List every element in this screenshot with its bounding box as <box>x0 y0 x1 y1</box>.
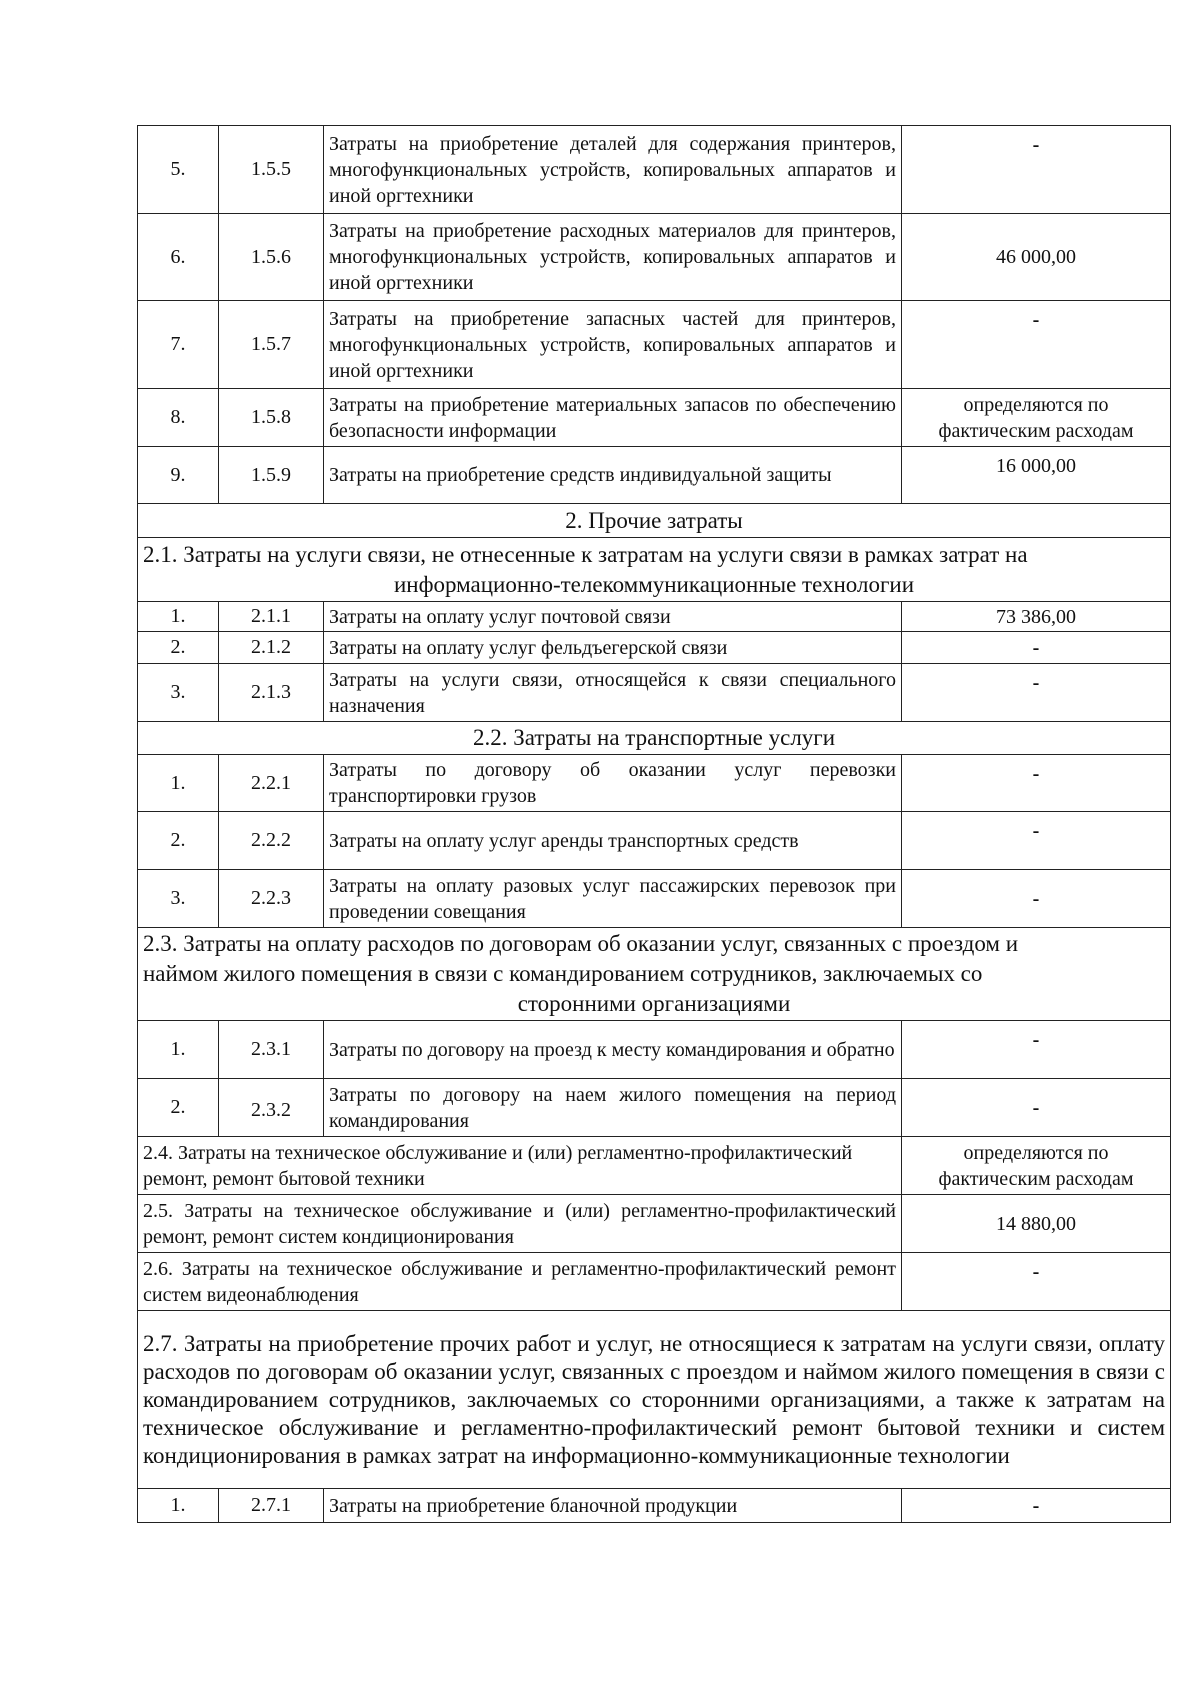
row-description: Затраты на оплату разовых услуг пассажирских перевозок при проведении совещания <box>324 870 902 928</box>
row-code: 1.5.7 <box>219 301 324 389</box>
subsection-header-row <box>138 722 1171 755</box>
row-number: 7. <box>138 301 219 389</box>
row-description: Затраты на оплату услуг фельдъегерской связи <box>324 632 902 664</box>
row-description: Затраты на приобретение запасных частей для принтеров, многофункциональных устройств, копировальных аппаратов и иной оргтехники <box>324 301 902 389</box>
row-description: Затраты на услуги связи, относящейся к связи специального назначения <box>324 664 902 722</box>
row-value: определяются по фактическим расходам <box>902 1137 1171 1195</box>
subsection-line: 2.3. Затраты на оплату расходов по договорам об оказании услуг, связанных с проездом и <box>143 931 1018 956</box>
table-row <box>138 664 1171 722</box>
table-row <box>138 214 1171 301</box>
row-code: 2.7.1 <box>219 1489 324 1523</box>
row-value: 46 000,00 <box>902 214 1171 301</box>
row-value: - <box>902 1079 1171 1137</box>
table-row <box>138 301 1171 389</box>
row-description: Затраты на оплату услуг аренды транспортных средств <box>324 812 902 870</box>
row-value: - <box>902 755 1171 812</box>
subsection-line: наймом жилого помещения в связи с командированием сотрудников, заключаемых со <box>143 961 983 986</box>
row-code: 1.5.8 <box>219 389 324 447</box>
subsection-header-row <box>138 928 1171 1021</box>
row-number: 2. <box>138 632 219 664</box>
row-value: - <box>902 632 1171 664</box>
row-description: Затраты на приобретение материальных запасов по обеспечению безопасности информации <box>324 389 902 447</box>
row-number: 3. <box>138 870 219 928</box>
table-row <box>138 870 1171 928</box>
row-value: - <box>902 1021 1171 1079</box>
row-value: - <box>902 664 1171 722</box>
row-code: 2.3.2 <box>219 1079 324 1137</box>
table-row <box>138 126 1171 214</box>
subsection-2-7-title: 2.7. Затраты на приобретение прочих работ и услуг, не относящиеся к затратам на услуги связи, оплату расходов по договорам об оказании услуг, связанных с проездом и наймом жилого помещения в связи с командированием сотрудников, заключаемых со сторонними организациями, а также к затратам на техническое обслуживание и регламентно-профилактический ремонт бытовой техники и систем кондиционирования в рамках затрат на информационно-коммуникационные технологии <box>138 1311 1171 1489</box>
subsection-2-5-text: 2.5. Затраты на техническое обслуживание и (или) регламентно-профилактический ремонт, ремонт систем кондиционирования <box>138 1195 902 1253</box>
row-description: Затраты по договору об оказании услуг перевозки транспортировки грузов <box>324 755 902 812</box>
subsection-header-row <box>138 1311 1171 1489</box>
subsection-2-3-title <box>138 928 1171 1021</box>
row-code: 2.1.2 <box>219 632 324 664</box>
cost-table <box>137 125 1171 1523</box>
row-number: 8. <box>138 389 219 447</box>
row-number: 2. <box>138 1079 219 1137</box>
subsection-line: 2.1. Затраты на услуги связи, не отнесенные к затратам на услуги связи в рамках затрат на <box>143 541 1028 567</box>
subsection-2-1-title <box>138 538 1171 602</box>
row-value: 16 000,00 <box>902 447 1171 504</box>
row-number: 1. <box>138 1489 219 1523</box>
row-number: 3. <box>138 664 219 722</box>
section-title: 2. Прочие затраты <box>138 504 1171 538</box>
table-row <box>138 632 1171 664</box>
row-code: 1.5.9 <box>219 447 324 504</box>
table-row <box>138 389 1171 447</box>
table-row <box>138 1021 1171 1079</box>
row-number: 1. <box>138 755 219 812</box>
row-value: - <box>902 126 1171 214</box>
row-code: 2.1.1 <box>219 602 324 632</box>
row-value: определяются по фактическим расходам <box>902 389 1171 447</box>
row-description: Затраты на приобретение расходных материалов для принтеров, многофункциональных устройств, копировальных аппаратов и иной оргтехники <box>324 214 902 301</box>
row-value: 14 880,00 <box>902 1195 1171 1253</box>
row-value: - <box>902 1489 1171 1523</box>
table-row <box>138 755 1171 812</box>
subsection-2-4-text: 2.4. Затраты на техническое обслуживание и (или) регламентно-профилактический ремонт, ремонт бытовой техники <box>138 1137 902 1195</box>
subsection-line: сторонними организациями <box>517 991 791 1016</box>
row-value: - <box>902 301 1171 389</box>
table-row <box>138 1489 1171 1523</box>
section-header-row <box>138 504 1171 538</box>
row-number: 1. <box>138 602 219 632</box>
row-description: Затраты на приобретение бланочной продукции <box>324 1489 902 1523</box>
row-code: 2.2.2 <box>219 812 324 870</box>
table-row <box>138 1137 1171 1195</box>
row-code: 1.5.5 <box>219 126 324 214</box>
subsection-2-2-title: 2.2. Затраты на транспортные услуги <box>138 722 1171 755</box>
row-description: Затраты на приобретение средств индивидуальной защиты <box>324 447 902 504</box>
row-value: - <box>902 1253 1171 1311</box>
row-code: 1.5.6 <box>219 214 324 301</box>
subsection-line: информационно-телекоммуникационные технологии <box>393 571 915 597</box>
row-code: 2.2.3 <box>219 870 324 928</box>
row-number: 9. <box>138 447 219 504</box>
table-row <box>138 1253 1171 1311</box>
table-row <box>138 1079 1171 1137</box>
row-code: 2.3.1 <box>219 1021 324 1079</box>
row-value: 73 386,00 <box>902 602 1171 632</box>
row-number: 6. <box>138 214 219 301</box>
subsection-2-6-text: 2.6. Затраты на техническое обслуживание и регламентно-профилактический ремонт систем видеонаблюдения <box>138 1253 902 1311</box>
subsection-header-row <box>138 538 1171 602</box>
document-page <box>137 125 1170 1523</box>
row-value: - <box>902 870 1171 928</box>
row-description: Затраты по договору на наем жилого помещения на период командирования <box>324 1079 902 1137</box>
row-code: 2.2.1 <box>219 755 324 812</box>
row-number: 2. <box>138 812 219 870</box>
table-row <box>138 602 1171 632</box>
row-number: 1. <box>138 1021 219 1079</box>
row-code: 2.1.3 <box>219 664 324 722</box>
table-row <box>138 1195 1171 1253</box>
table-row <box>138 812 1171 870</box>
row-description: Затраты на приобретение деталей для содержания принтеров, многофункциональных устройств, копировальных аппаратов и иной оргтехники <box>324 126 902 214</box>
table-row <box>138 447 1171 504</box>
row-number: 5. <box>138 126 219 214</box>
row-description: Затраты по договору на проезд к месту командирования и обратно <box>324 1021 902 1079</box>
row-value: - <box>902 812 1171 870</box>
row-description: Затраты на оплату услуг почтовой связи <box>324 602 902 632</box>
